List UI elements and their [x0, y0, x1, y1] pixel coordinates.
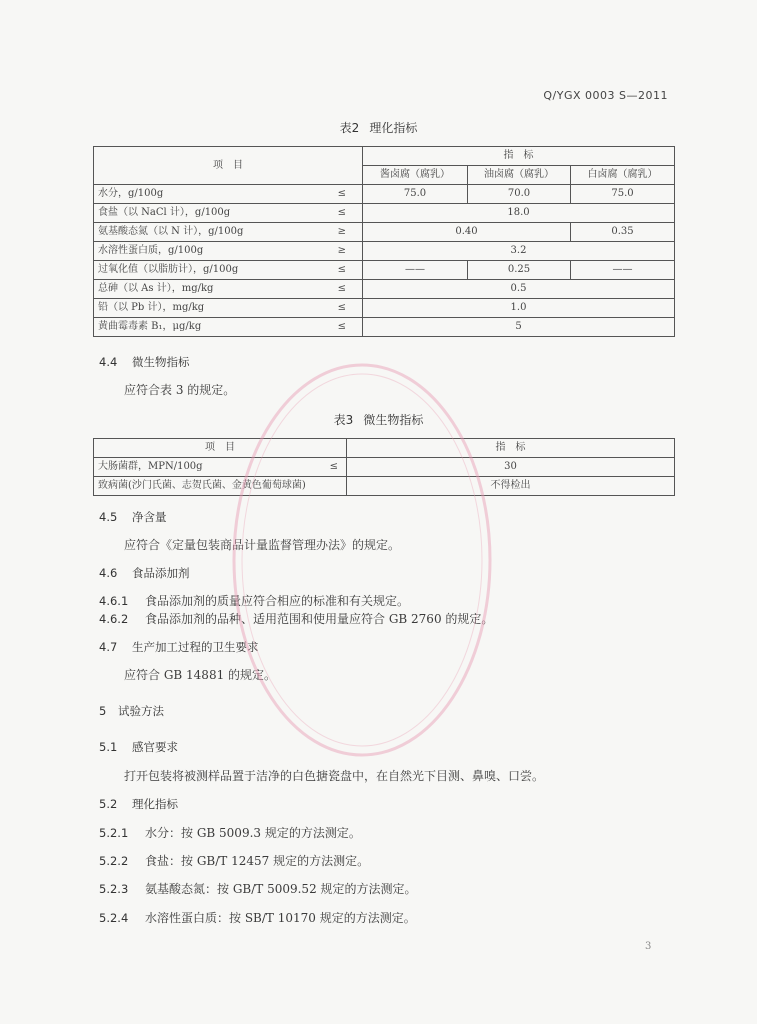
row-item: 食盐（以 NaCl 计），g/100g	[98, 207, 231, 218]
section-number: 4.6	[99, 566, 118, 580]
row-item: 氨基酸态氮（以 N 计），g/100g	[98, 226, 244, 237]
paragraph: 应符合《定量包装商品计量监督管理办法》的规定。	[124, 538, 401, 552]
table2-caption	[0, 119, 757, 136]
row-symbol: ≤	[337, 264, 346, 275]
row-item: 水分，g/100g	[98, 188, 164, 199]
row-item: 大肠菌群，MPN/100g	[98, 461, 203, 472]
section-number: 4.5	[99, 510, 118, 524]
table-row	[94, 477, 675, 496]
section-title: 食品添加剂	[132, 566, 190, 580]
section-title: 试验方法	[118, 704, 164, 718]
paragraph: 打开包装将被测样品置于洁净的白色搪瓷盘中，在自然光下目测、鼻嗅、口尝。	[124, 769, 545, 783]
clause-number: 5.2.4	[99, 911, 129, 925]
row-value: 1.0	[363, 299, 675, 318]
section-title: 净含量	[132, 510, 167, 524]
table2-header-item: 项 目	[94, 147, 363, 185]
table2-caption-number: 表2	[339, 121, 360, 135]
row-value: 0.40	[363, 223, 571, 242]
row-symbol: ≥	[337, 245, 346, 256]
physicochemical-table	[93, 146, 675, 337]
row-value: 不得检出	[347, 477, 675, 496]
table-row	[94, 223, 675, 242]
section-heading	[99, 639, 259, 655]
row-value: 3.2	[363, 242, 675, 261]
row-symbol: ≤	[337, 321, 346, 332]
row-value: ——	[571, 261, 675, 280]
clause-text: 食品添加剂的质量应符合相应的标准和有关规定。	[145, 594, 410, 608]
table2-subheader: 酱卤腐（腐乳）	[363, 166, 468, 185]
table-row	[94, 299, 675, 318]
row-value: 75.0	[363, 185, 468, 204]
row-symbol: ≤	[337, 302, 346, 313]
section-number: 5	[99, 704, 107, 718]
clause	[99, 881, 417, 897]
clause-number: 4.6.1	[99, 594, 129, 608]
section-title: 理化指标	[132, 797, 178, 811]
clause-text: 食品添加剂的品种、适用范围和使用量应符合 GB 2760 的规定。	[145, 612, 494, 626]
clause	[99, 611, 493, 627]
section-number: 5.2	[99, 797, 118, 811]
row-value: 75.0	[571, 185, 675, 204]
row-value: 5	[363, 318, 675, 337]
section-heading	[99, 354, 190, 370]
table3-caption-title: 微生物指标	[363, 413, 424, 427]
section-heading	[99, 509, 167, 525]
clause-number: 5.2.1	[99, 826, 129, 840]
clause	[99, 910, 416, 926]
clause-text: 食盐：按 GB/T 12457 规定的方法测定。	[145, 854, 370, 868]
table-row	[94, 261, 675, 280]
clause-text: 水溶性蛋白质：按 SB/T 10170 规定的方法测定。	[145, 911, 416, 925]
section-title: 感官要求	[132, 740, 178, 754]
table2-subheader: 油卤腐（腐乳）	[468, 166, 571, 185]
microbiological-table	[93, 438, 675, 496]
row-symbol: ≤	[329, 461, 338, 472]
standard-code: Q/YGX 0003 S—2011	[543, 89, 668, 102]
table2-header-index: 指 标	[363, 147, 675, 166]
table3-caption-number: 表3	[333, 413, 354, 427]
clause	[99, 593, 409, 609]
clause-number: 4.6.2	[99, 612, 129, 626]
table-row	[94, 204, 675, 223]
row-value: 30	[347, 458, 675, 477]
row-symbol: ≤	[337, 283, 346, 294]
table3-header-index: 指 标	[347, 439, 675, 458]
section-title: 微生物指标	[132, 355, 190, 369]
row-item: 水溶性蛋白质，g/100g	[98, 245, 204, 256]
row-value: ——	[363, 261, 468, 280]
row-symbol: ≥	[337, 226, 346, 237]
row-symbol: ≤	[337, 207, 346, 218]
table-row	[94, 280, 675, 299]
paragraph: 应符合表 3 的规定。	[124, 383, 236, 397]
row-value: 0.5	[363, 280, 675, 299]
row-symbol: ≤	[337, 188, 346, 199]
row-value: 0.35	[571, 223, 675, 242]
table2-caption-title: 理化指标	[369, 121, 418, 135]
table-row	[94, 458, 675, 477]
table-row	[94, 242, 675, 261]
table3-header-item: 项 目	[94, 439, 347, 458]
stamp-inner-ring	[242, 374, 482, 746]
clause	[99, 825, 361, 841]
page-number: 3	[645, 941, 652, 952]
clause	[99, 853, 369, 869]
row-item: 过氧化值（以脂肪计），g/100g	[98, 264, 239, 275]
chapter-heading	[99, 703, 164, 719]
table3-caption	[0, 411, 757, 428]
row-value: 18.0	[363, 204, 675, 223]
row-value: 0.25	[468, 261, 571, 280]
paragraph: 应符合 GB 14881 的规定。	[124, 668, 277, 682]
section-number: 4.7	[99, 640, 118, 654]
clause-text: 水分：按 GB 5009.3 规定的方法测定。	[145, 826, 361, 840]
section-heading	[99, 565, 190, 581]
section-number: 4.4	[99, 355, 118, 369]
row-item: 铅（以 Pb 计），mg/kg	[98, 302, 205, 313]
row-item: 致病菌(沙门氏菌、志贺氏菌、金黄色葡萄球菌)	[98, 480, 306, 491]
clause-text: 氨基酸态氮：按 GB/T 5009.52 规定的方法测定。	[145, 882, 417, 896]
row-item: 总砷（以 As 计），mg/kg	[98, 283, 214, 294]
section-heading	[99, 739, 178, 755]
table-row	[94, 318, 675, 337]
table-row	[94, 185, 675, 204]
section-title: 生产加工过程的卫生要求	[132, 640, 259, 654]
section-heading	[99, 796, 178, 812]
clause-number: 5.2.3	[99, 882, 129, 896]
clause-number: 5.2.2	[99, 854, 129, 868]
table2-subheader: 白卤腐（腐乳）	[571, 166, 675, 185]
row-value: 70.0	[468, 185, 571, 204]
section-number: 5.1	[99, 740, 118, 754]
row-item: 黄曲霉毒素 B₁，μg/kg	[98, 321, 202, 332]
